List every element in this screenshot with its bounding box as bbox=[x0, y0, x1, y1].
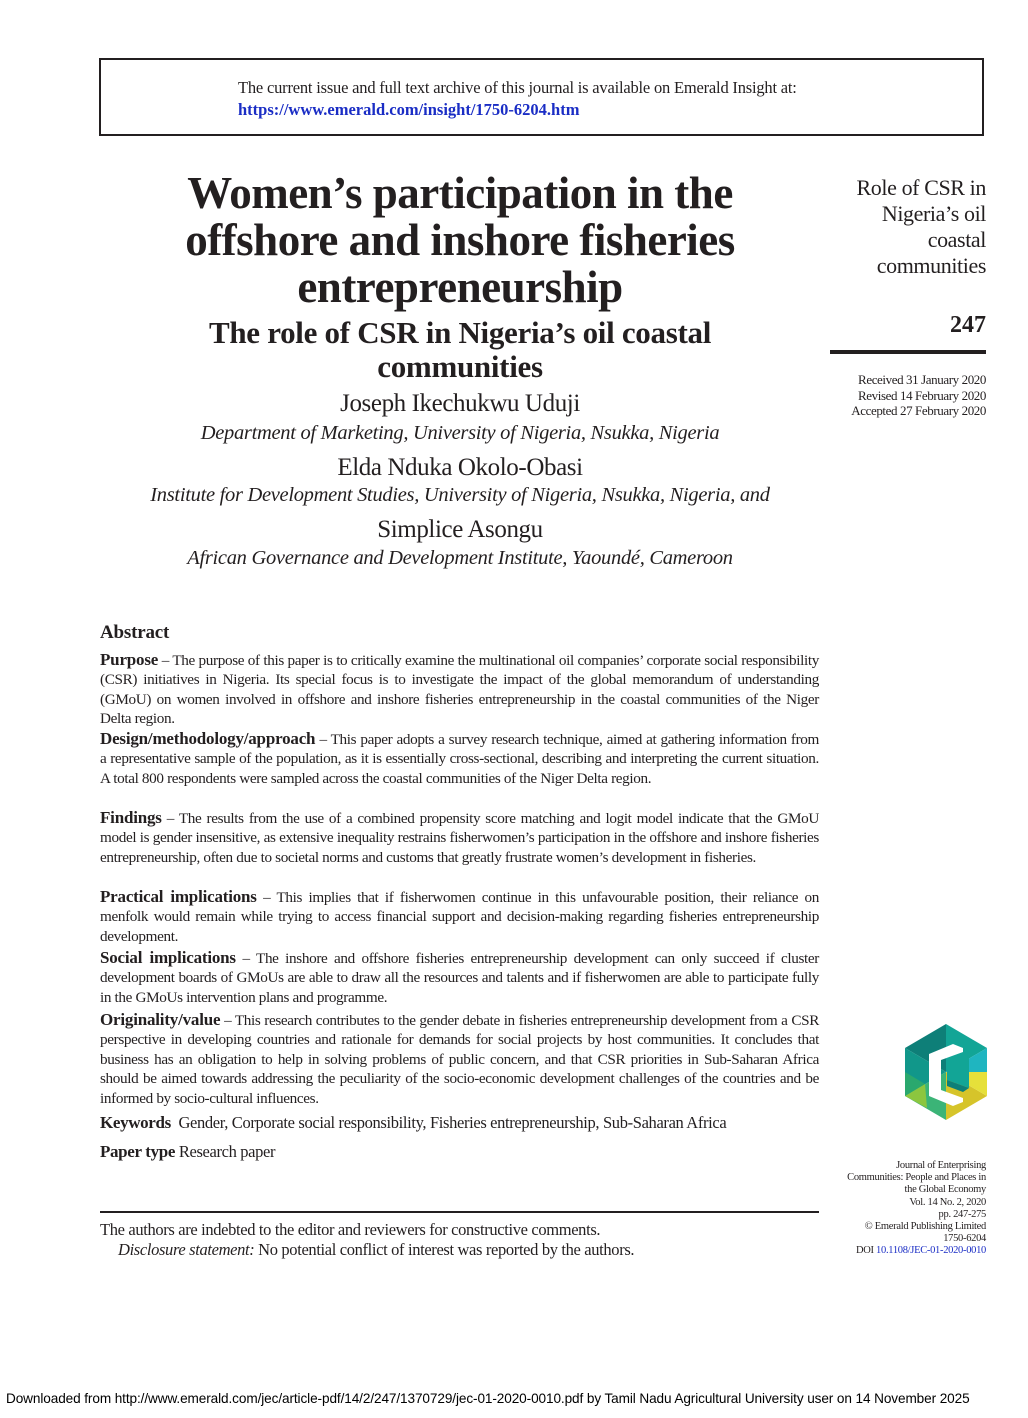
section-text: This paper adopts a survey research technique, aimed at gathering information from a representative sample of the population, as it is essentially cross-sectional, describing and interpreting the current situation. A total 800 respondents were sampled across the coastal communities of the Niger Delta region. bbox=[100, 731, 819, 787]
author-name: Joseph Ikechukwu Uduji bbox=[340, 390, 580, 417]
section-label: Purpose bbox=[100, 650, 159, 669]
title-line: offshore and inshore fisheries bbox=[185, 215, 735, 265]
disclosure-statement bbox=[118, 1240, 634, 1260]
journal-name-line: the Global Economy bbox=[904, 1184, 986, 1196]
section-label: Design/methodology/approach bbox=[100, 729, 316, 748]
disclosure-label: Disclosure statement: bbox=[118, 1240, 255, 1259]
paper-type bbox=[100, 1142, 275, 1162]
separator: – bbox=[158, 652, 173, 669]
article-title bbox=[100, 170, 820, 311]
separator: – bbox=[220, 1012, 235, 1029]
running-head-line: communities bbox=[876, 253, 986, 278]
submission-dates bbox=[806, 372, 986, 419]
separator: – bbox=[315, 731, 331, 748]
abstract-findings bbox=[100, 808, 819, 867]
title-line: entrepreneurship bbox=[297, 262, 623, 312]
section-label: Social implications bbox=[100, 948, 236, 967]
abstract-practical-implications bbox=[100, 887, 819, 946]
running-head bbox=[806, 175, 986, 279]
separator: – bbox=[161, 810, 179, 827]
section-text: The purpose of this paper is to critically examine the multinational oil companies’ corporate social responsibility (CSR) initiatives in Nigeria. Its special focus is to investigate the impact of the global memorandum of understanding (GMoU) on women involved in offshore and inshore fisheries entrepreneurship in the coastal communities of the Niger Delta region. bbox=[100, 652, 819, 728]
subtitle-line: communities bbox=[377, 349, 543, 384]
keywords-label: Keywords bbox=[100, 1113, 171, 1132]
paper-type-value: Research paper bbox=[178, 1142, 276, 1161]
running-head-line: coastal bbox=[927, 227, 986, 252]
sidebar-divider bbox=[830, 350, 986, 354]
section-text: This research contributes to the gender debate in fisheries entrepreneurship development from a CSR perspective in developing countries and rationale for demands for social projects by host communities. It concludes that business has an obligation to help in solving problems of public concern, and that CSR priorities in Sub-Saharan Africa should be aimed towards addressing the peculiarity of the socio-economic development challenges of the countries and be informed by socio-cultural influences. bbox=[100, 1012, 819, 1107]
acknowledgement: The authors are indebted to the editor and reviewers for constructive comments. bbox=[100, 1220, 601, 1239]
disclosure-text: No potential conflict of interest was reported by the authors. bbox=[254, 1240, 635, 1259]
download-watermark: Downloaded from http://www.emerald.com/jec/article-pdf/14/2/247/1370729/jec-01-2020-0010.pdf by Tamil Nadu Agricultural University user on 14 November 2025 bbox=[6, 1391, 970, 1406]
received-date: Received 31 January 2020 bbox=[858, 372, 986, 387]
issn: 1750-6204 bbox=[943, 1233, 986, 1245]
footnote-divider bbox=[100, 1211, 819, 1213]
separator: – bbox=[256, 889, 277, 906]
copyright: © Emerald Publishing Limited bbox=[864, 1221, 986, 1233]
abstract-purpose bbox=[100, 650, 819, 729]
abstract-heading: Abstract bbox=[100, 622, 170, 643]
subtitle-line: The role of CSR in Nigeria’s oil coastal bbox=[208, 315, 712, 350]
abstract-design bbox=[100, 729, 819, 788]
section-text: This implies that if fisherwomen continue in this unfavourable position, their reliance on menfolk would remain while trying to access financial support and decision-making regarding fisheries entrepreneurship development. bbox=[100, 889, 819, 945]
journal-name-line: Communities: People and Places in bbox=[847, 1172, 986, 1184]
section-text: The results from the use of a combined propensity score matching and logit model indicate that the GMoU model is gender insensitive, as extensive inequality restrains fisherwomen’s participation in the offshore and inshore fisheries entrepreneurship, often due to societal norms and customs that greatly frustrate women’s development in fisheries. bbox=[100, 810, 819, 866]
doi-label: DOI bbox=[855, 1245, 874, 1257]
page-range: pp. 247-275 bbox=[938, 1208, 986, 1220]
journal-link[interactable]: https://www.emerald.com/insight/1750-6204.htm bbox=[238, 100, 580, 119]
author-name: Elda Nduka Okolo-Obasi bbox=[337, 454, 583, 481]
section-text: The inshore and offshore fisheries entrepreneurship development can only succeed if cluster development boards of GMoUs are able to draw all the resources and talents and if fisherwomen are able to participate fully in the GMoUs intervention plans and programme. bbox=[100, 950, 819, 1006]
author-affiliation: Department of Marketing, University of Nigeria, Nsukka, Nigeria bbox=[200, 422, 720, 444]
author-name: Simplice Asongu bbox=[377, 516, 543, 543]
doi-line bbox=[786, 1245, 986, 1257]
doi-link[interactable]: 10.1108/JEC-01-2020-0010 bbox=[876, 1245, 986, 1257]
section-label: Practical implications bbox=[100, 887, 257, 906]
journal-availability-notice bbox=[99, 58, 984, 136]
article-subtitle bbox=[100, 316, 820, 384]
author-affiliation: Institute for Development Studies, University of Nigeria, Nsukka, Nigeria, and bbox=[150, 484, 770, 506]
author-affiliation: African Governance and Development Institute, Yaoundé, Cameroon bbox=[187, 547, 733, 569]
running-head-line: Role of CSR in bbox=[856, 175, 986, 200]
separator: – bbox=[235, 950, 257, 967]
accepted-date: Accepted 27 February 2020 bbox=[851, 403, 986, 418]
volume-issue: Vol. 14 No. 2, 2020 bbox=[909, 1196, 986, 1208]
running-head-line: Nigeria’s oil bbox=[881, 201, 986, 226]
revised-date: Revised 14 February 2020 bbox=[858, 387, 986, 403]
page-number: 247 bbox=[950, 312, 986, 338]
paper-type-label: Paper type bbox=[100, 1142, 176, 1161]
keywords bbox=[100, 1113, 840, 1133]
keywords-list: Gender, Corporate social responsibility, Fisheries entrepreneurship, Sub-Saharan Africa bbox=[178, 1113, 727, 1132]
abstract-originality bbox=[100, 1010, 819, 1108]
journal-name-line: Journal of Enterprising bbox=[896, 1160, 986, 1171]
notice-text: The current issue and full text archive of this journal is available on Emerald Insight at: bbox=[238, 78, 797, 97]
title-line: Women’s participation in the bbox=[187, 168, 733, 218]
section-label: Originality/value bbox=[100, 1010, 221, 1029]
section-label: Findings bbox=[100, 808, 162, 827]
journal-citation-info bbox=[786, 1160, 986, 1258]
emerald-logo-icon bbox=[905, 1024, 987, 1120]
abstract-social-implications bbox=[100, 948, 819, 1007]
